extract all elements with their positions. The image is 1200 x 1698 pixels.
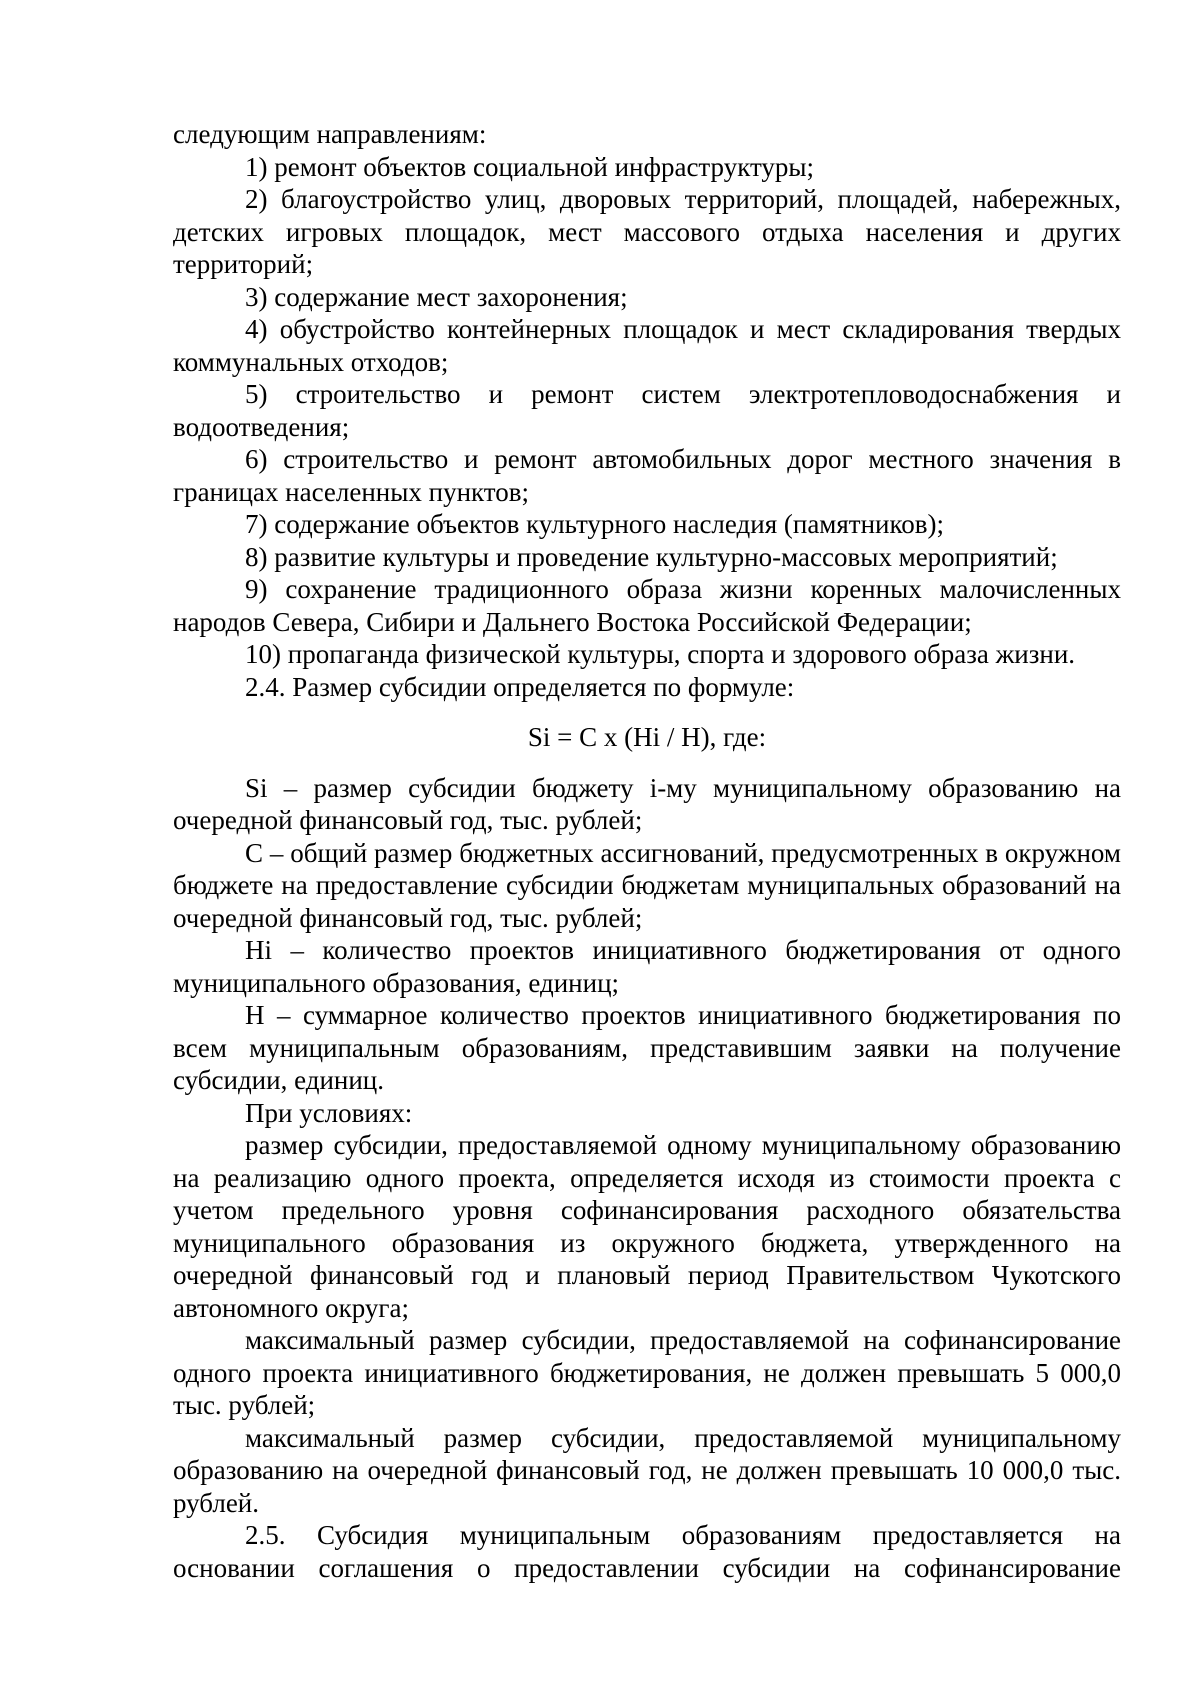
condition-item-2: максимальный размер субсидии, предоставляемой на софинансирование одного проекта инициативного бюджетирования, не должен превышать 5 000,0 тыс. рублей; bbox=[173, 1325, 1121, 1420]
direction-item-3: 3) содержание мест захоронения; bbox=[245, 281, 628, 312]
subsidy-formula: Si = C x (Hi / H), где: bbox=[527, 722, 767, 752]
condition-item-1: размер субсидии, предоставляемой одному муниципальному образованию на реализацию одного проекта, определяется исходя из стоимости проекта с учетом предельного уровня софинансирования расходного обязательства муниципального образования из окружного бюджета, утвержденного на очередной финансовый год и плановый период Правительством Чукотского автономного округа; bbox=[173, 1130, 1121, 1323]
direction-item-9: 9) сохранение традиционного образа жизни коренных малочисленных народов Севера, Сибири и Дальнего Востока Российской Федерации; bbox=[173, 574, 1121, 637]
direction-item-8: 8) развитие культуры и проведение культурно-массовых мероприятий; bbox=[245, 541, 1058, 572]
direction-item-10: 10) пропаганда физической культуры, спорта и здорового образа жизни. bbox=[245, 639, 1076, 669]
direction-item-5: 5) строительство и ремонт систем электротепловодоснабжения и водоотведения; bbox=[173, 379, 1121, 442]
conditions-heading: При условиях: bbox=[245, 1097, 413, 1128]
definition-c: C – общий размер бюджетных ассигнований, предусмотренных в окружном бюджете на предоставление субсидии бюджетам муниципальных образований на очередной финансовый год, тыс. рублей; bbox=[173, 837, 1121, 933]
lead-in-paragraph: следующим направлениям: bbox=[173, 119, 487, 149]
direction-item-4: 4) обустройство контейнерных площадок и мест складирования твердых коммунальных отходов; bbox=[173, 314, 1121, 377]
condition-item-3: максимальный размер субсидии, предоставляемой муниципальному образованию на очередной финансовый год, не должен превышать 10 000,0 тыс. рублей. bbox=[173, 1422, 1121, 1518]
clause-2-4: 2.4. Размер субсидии определяется по формуле: bbox=[245, 671, 795, 702]
direction-item-1: 1) ремонт объектов социальной инфраструктуры; bbox=[245, 151, 815, 182]
definition-h: H – суммарное количество проектов инициативного бюджетирования по всем муниципальным образованиям, представившим заявки на получение субсидии, единиц. bbox=[173, 1000, 1121, 1095]
direction-item-2: 2) благоустройство улиц, дворовых территорий, площадей, набережных, детских игровых площадок, мест массового отдыха населения и других территорий; bbox=[173, 184, 1121, 279]
definition-hi: Hi – количество проектов инициативного бюджетирования от одного муниципального образования, единиц; bbox=[173, 935, 1121, 998]
clause-2-5: 2.5. Субсидия муниципальным образованиям предоставляется на основании соглашения о предоставлении субсидии на софинансирование bbox=[173, 1520, 1121, 1583]
direction-item-6: 6) строительство и ремонт автомобильных дорог местного значения в границах населенных пунктов; bbox=[173, 444, 1121, 507]
definition-si: Si – размер субсидии бюджету i-му муниципальному образованию на очередной финансовый год, тыс. рублей; bbox=[173, 772, 1121, 835]
document-page bbox=[173, 118, 1121, 1584]
direction-item-7: 7) содержание объектов культурного наследия (памятников); bbox=[245, 509, 944, 539]
